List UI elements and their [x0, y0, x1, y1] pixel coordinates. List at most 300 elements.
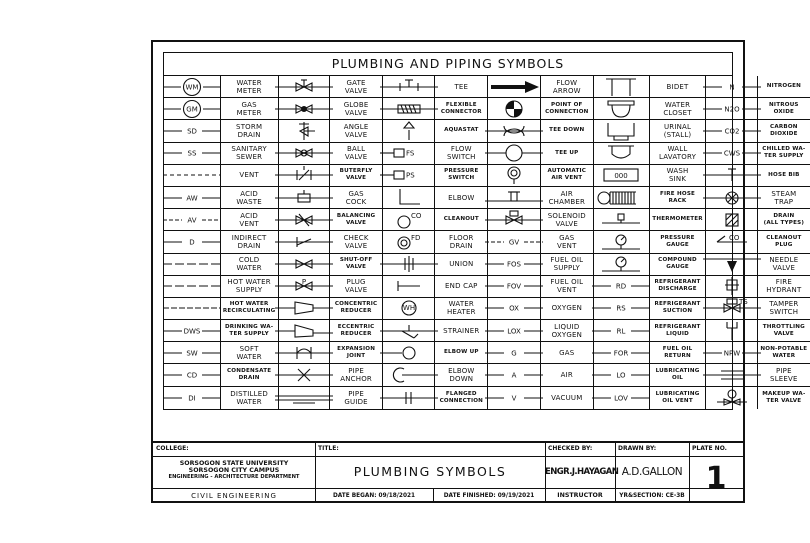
symbol-label: FIRE HOSE RACK — [660, 190, 696, 204]
symbol-row — [594, 387, 705, 409]
line-text-icon — [488, 298, 540, 319]
symbol-label: VENT — [239, 171, 259, 180]
symbol-label: BIDET — [666, 82, 689, 91]
symbol-row — [706, 342, 809, 364]
symbol-row — [488, 76, 592, 98]
balancing-valve-icon — [279, 209, 331, 230]
long-dash-icon — [164, 254, 221, 275]
symbol-row — [488, 209, 592, 231]
symbol-row — [706, 120, 809, 142]
line-text-icon — [488, 387, 540, 409]
lavatory-icon — [594, 143, 650, 164]
flow-arrow-icon — [488, 76, 540, 97]
line-text-icon — [164, 364, 221, 385]
angle-valve-icon — [279, 120, 331, 141]
tee-up-icon — [488, 143, 540, 164]
end-cap-icon — [383, 276, 435, 297]
symbol-row — [706, 364, 809, 386]
department-name: CIVIL ENGINEERING — [191, 492, 277, 500]
strainer-icon — [383, 320, 435, 341]
symbol-label: SANITARY SEWER — [231, 145, 267, 162]
symbol-label: ELBOW — [448, 193, 475, 202]
globe-valve-icon — [279, 98, 331, 119]
title-label: TITLE: — [318, 445, 339, 452]
symbol-row — [164, 143, 278, 165]
symbol-label: TEE UP — [555, 149, 579, 156]
symbol-label: OXYGEN — [551, 304, 583, 313]
symbol-row — [383, 165, 487, 187]
symbol-row — [488, 254, 592, 276]
svg-text:000: 000 — [614, 172, 628, 181]
svg-text:WH: WH — [402, 304, 415, 313]
symbol-row — [594, 165, 705, 187]
symbol-row — [594, 143, 705, 165]
symbol-row — [706, 209, 809, 231]
symbol-row — [279, 342, 382, 364]
svg-text:G: G — [511, 349, 517, 358]
checked-by-value: ENGR.J.HAYAGAN — [545, 467, 619, 477]
short-dash-icon — [164, 298, 221, 319]
symbol-row — [164, 231, 278, 253]
instructor-label: INSTRUCTOR — [557, 492, 603, 499]
symbol-row — [164, 98, 278, 120]
symbol-label: DISTILLED WATER — [230, 389, 268, 406]
symbol-row — [594, 209, 705, 231]
symbol-label: HOT WATER RECIRCULATING — [222, 301, 276, 315]
symbol-row — [383, 209, 487, 231]
symbol-row — [383, 143, 487, 165]
symbol-row — [488, 120, 592, 142]
water-closet-icon — [594, 98, 650, 119]
plate-label: PLATE NO. — [692, 445, 727, 452]
symbol-label: CLEANOUT PLUG — [766, 234, 802, 248]
svg-text:FOV: FOV — [506, 282, 522, 291]
symbol-row — [594, 342, 705, 364]
symbol-row — [279, 298, 382, 320]
symbol-label: LUBRICATING OIL VENT — [655, 390, 700, 404]
svg-text:TS: TS — [738, 298, 748, 307]
svg-text:LOV: LOV — [614, 394, 629, 403]
symbol-row — [279, 98, 382, 120]
symbol-label: CLEANOUT — [443, 216, 479, 223]
symbol-label: BALANCING VALVE — [336, 212, 376, 226]
symbol-row — [164, 209, 278, 231]
symbol-row — [164, 187, 278, 209]
symbol-row — [706, 231, 809, 253]
wash-sink-icon — [594, 165, 650, 186]
symbol-label: CONDENSATE DRAIN — [227, 368, 272, 382]
drawn-label: DRAWN BY: — [618, 445, 657, 452]
air-chamber-icon — [488, 187, 540, 208]
svg-text:LO: LO — [616, 371, 626, 380]
symbol-label: GLOBE VALVE — [343, 100, 369, 117]
svg-text:FS: FS — [405, 149, 414, 158]
symbol-row — [383, 231, 487, 253]
line-text-icon — [706, 98, 758, 119]
symbol-row — [706, 76, 809, 98]
svg-text:RS: RS — [616, 304, 626, 313]
symbol-row — [383, 76, 487, 98]
symbol-row — [488, 387, 592, 409]
symbol-row — [706, 320, 809, 342]
symbol-label: POINT OF CONNECTION — [545, 101, 589, 115]
flow-switch-icon — [383, 143, 435, 164]
svg-text:N2O: N2O — [724, 105, 740, 114]
symbol-label: STEAM TRAP — [771, 189, 797, 206]
symbol-row — [594, 187, 705, 209]
symbol-row — [706, 254, 809, 276]
elbow-icon — [383, 187, 435, 208]
symbol-row — [164, 320, 278, 342]
symbol-label: TAMPER SWITCH — [769, 300, 799, 317]
symbol-row — [594, 231, 705, 253]
symbol-label: FUEL OIL VENT — [550, 278, 584, 295]
title-block — [153, 441, 743, 503]
symbol-label: VACUUM — [551, 393, 583, 402]
symbol-row — [488, 187, 592, 209]
date-finished: DATE FINISHED: 09/19/2021 — [443, 493, 535, 499]
symbol-label: NEEDLE VALVE — [769, 256, 799, 273]
symbol-row — [488, 231, 592, 253]
symbol-row — [383, 298, 487, 320]
svg-text:RD: RD — [616, 282, 627, 291]
union-icon — [383, 254, 435, 275]
symbol-label: FUEL OIL SUPPLY — [550, 256, 584, 273]
line-text-icon — [594, 387, 650, 409]
svg-text:N: N — [729, 83, 735, 92]
pipe-anchor-icon — [279, 364, 331, 385]
symbol-column — [594, 76, 706, 409]
symbol-label: GAS — [559, 348, 575, 357]
long-dash-icon — [164, 276, 221, 297]
symbol-label: FIRE HYDRANT — [766, 278, 802, 295]
floor-drain-icon — [383, 231, 435, 252]
tee-icon — [383, 76, 435, 97]
symbol-label: SOFT WATER — [236, 344, 262, 361]
line-text-icon — [706, 143, 758, 164]
symbol-label: SHUT-OFF VALVE — [339, 257, 373, 271]
circle-text-icon — [164, 76, 221, 97]
thermometer-icon — [594, 209, 650, 230]
svg-text:PS: PS — [405, 171, 415, 180]
college-label: COLLEGE: — [156, 445, 189, 452]
line-text-icon — [594, 364, 650, 385]
symbol-label: LIQUID OXYGEN — [551, 322, 583, 339]
dashline-text-icon — [164, 209, 221, 230]
symbol-label: ELBOW UP — [443, 349, 479, 356]
university-line1: SORSOGON STATE UNIVERSITY — [179, 460, 289, 467]
symbol-label: EXPANSION JOINT — [337, 345, 376, 359]
symbol-label: FLOOR DRAIN — [449, 233, 474, 250]
svg-text:P: P — [301, 278, 306, 287]
symbol-row — [279, 276, 382, 298]
plug-valve-icon — [279, 276, 331, 297]
symbol-label: PRESSURE SWITCH — [444, 168, 479, 182]
symbol-row — [594, 120, 705, 142]
symbol-label: THROTTLING VALVE — [762, 323, 805, 337]
svg-text:GV: GV — [508, 238, 520, 247]
symbol-label: PLUG VALVE — [344, 278, 368, 295]
symbol-row — [706, 187, 809, 209]
symbol-label: COLD WATER — [236, 256, 262, 273]
symbol-label: STRAINER — [443, 326, 480, 335]
symbol-label: GAS COCK — [345, 189, 367, 206]
line-text-icon — [164, 120, 221, 141]
symbol-row — [164, 342, 278, 364]
symbol-row — [594, 320, 705, 342]
symbol-row — [279, 231, 382, 253]
line-text-icon — [706, 120, 758, 141]
svg-text:DI: DI — [188, 394, 196, 403]
svg-text:FOS: FOS — [507, 260, 522, 269]
point-connection-icon — [488, 98, 540, 119]
symbol-label: WATER METER — [236, 78, 262, 95]
symbol-label: ANGLE VALVE — [343, 122, 369, 139]
symbol-row — [706, 298, 809, 320]
symbol-label: MAKEUP WA- TER VALVE — [762, 390, 806, 404]
sheet-title: PLUMBING AND PIPING SYMBOLS — [163, 52, 733, 76]
eccentric-reducer-icon — [279, 320, 331, 341]
symbol-label: REFRIGERANT DISCHARGE — [654, 279, 701, 293]
flow-switch-icon — [383, 165, 435, 186]
check-valve-icon — [279, 231, 331, 252]
aquastat-icon — [383, 120, 435, 141]
symbol-label: BUTERFLY VALVE — [339, 168, 373, 182]
line-text-icon — [164, 387, 221, 409]
plumbing-symbols-title: PLUMBING SYMBOLS — [353, 464, 507, 479]
symbol-row — [383, 98, 487, 120]
symbol-row — [488, 364, 592, 386]
needle-valve-icon — [706, 254, 758, 275]
symbol-row — [383, 187, 487, 209]
plate-number: 1 — [705, 461, 727, 496]
symbol-row — [594, 98, 705, 120]
symbol-row — [164, 298, 278, 320]
symbol-row — [164, 364, 278, 386]
solenoid-icon — [488, 209, 540, 230]
svg-text:LOX: LOX — [507, 327, 521, 336]
symbol-row — [594, 364, 705, 386]
svg-text:SS: SS — [187, 149, 197, 158]
symbol-label: FLANGED CONNECTION — [439, 390, 484, 404]
symbol-row — [279, 364, 382, 386]
symbol-row — [383, 364, 487, 386]
expansion-joint-icon — [279, 342, 331, 363]
symbol-label: URINAL (STALL) — [663, 122, 692, 139]
svg-text:D: D — [189, 238, 195, 247]
symbol-row — [279, 209, 382, 231]
symbol-row — [383, 254, 487, 276]
bidet-icon — [594, 76, 650, 97]
symbol-row — [164, 165, 278, 187]
university-line2: SORSOGON CITY CAMPUS — [188, 467, 280, 474]
hose-bib-icon — [706, 165, 758, 186]
symbol-label: CARBON DIOXIDE — [770, 123, 798, 137]
symbol-label: CONCENTRIC REDUCER — [334, 301, 378, 315]
svg-text:GM: GM — [186, 105, 198, 114]
steam-trap-icon — [706, 187, 758, 208]
symbol-label: BALL VALVE — [344, 145, 368, 162]
svg-text:DWS: DWS — [183, 327, 201, 336]
pipe-sleeve-icon — [706, 364, 758, 385]
symbol-label: PRESSURE GAUGE — [660, 234, 695, 248]
drawn-by-value: A.D.GALLON — [621, 466, 683, 478]
svg-text:AW: AW — [186, 194, 198, 203]
svg-text:V: V — [511, 394, 517, 403]
flex-connector-icon — [383, 98, 435, 119]
symbol-label: REFRIGERANT SUCTION — [654, 301, 701, 315]
svg-text:CO2: CO2 — [724, 127, 740, 136]
symbol-row — [279, 187, 382, 209]
checked-label: CHECKED BY: — [548, 445, 593, 452]
symbol-label: FLOW SWITCH — [446, 145, 476, 162]
symbol-label: FLEXIBLE CONNECTOR — [440, 101, 482, 115]
symbol-label: DRINKING WA- TER SUPPLY — [224, 323, 274, 337]
svg-text:FD: FD — [410, 233, 421, 242]
svg-text:CO: CO — [410, 211, 421, 220]
line-text-icon — [488, 254, 540, 275]
svg-text:CD: CD — [186, 371, 198, 380]
symbol-label: AUTOMATIC AIR VENT — [547, 168, 587, 182]
symbol-row — [594, 276, 705, 298]
symbol-label: COMPOUND GAUGE — [658, 257, 697, 271]
line-text-icon — [594, 276, 650, 297]
symbol-label: WATER HEATER — [446, 300, 476, 317]
symbol-label: HOSE BIB — [768, 171, 800, 178]
symbol-label: PIPE SLEEVE — [770, 367, 798, 384]
symbol-label: THERMOMETER — [652, 216, 703, 223]
butterfly-valve-icon — [279, 165, 331, 186]
symbol-column — [706, 76, 809, 409]
concentric-reducer-icon — [279, 298, 331, 319]
ball-valve-icon — [279, 143, 331, 164]
symbol-row — [279, 320, 382, 342]
symbol-column — [164, 76, 279, 409]
symbol-label: NITROGEN — [766, 83, 802, 90]
svg-text:CO: CO — [728, 233, 740, 242]
gas-cock-icon — [279, 187, 331, 208]
shutoff-valve-icon — [279, 254, 331, 275]
symbol-row — [279, 143, 382, 165]
symbol-label: CHECK VALVE — [343, 233, 369, 250]
university-line3: ENGINEERING - ARCHITECTURE DEPARTMENT — [168, 474, 300, 480]
gauge-icon — [594, 231, 650, 252]
tee-down-icon — [488, 120, 540, 141]
svg-text:WM: WM — [185, 83, 199, 92]
flanged-icon — [383, 387, 435, 409]
symbol-label: AIR — [560, 371, 573, 380]
symbol-column — [383, 76, 488, 409]
symbol-row — [383, 342, 487, 364]
elbow-down-icon — [383, 364, 435, 385]
symbol-label: ECCENTRIC REDUCER — [337, 323, 375, 337]
symbol-row — [164, 387, 278, 409]
symbol-row — [383, 120, 487, 142]
symbol-label: PIPE GUIDE — [344, 389, 368, 406]
symbol-label: AIR CHAMBER — [548, 189, 586, 206]
svg-text:A: A — [511, 371, 517, 380]
line-text-icon — [594, 298, 650, 319]
symbol-row — [279, 76, 382, 98]
svg-text:FOR: FOR — [614, 349, 629, 358]
symbol-row — [488, 320, 592, 342]
year-section: YR&SECTION: CE-3B — [619, 493, 685, 499]
symbol-label: ACID WASTE — [236, 189, 262, 206]
svg-text:RL: RL — [616, 327, 626, 336]
symbol-row — [594, 76, 705, 98]
svg-text:NPW: NPW — [723, 349, 740, 358]
symbol-row — [488, 98, 592, 120]
elbow-up-icon — [383, 342, 435, 363]
line-text-icon — [594, 320, 650, 341]
svg-text:AV: AV — [187, 216, 197, 225]
symbol-label: UNION — [449, 260, 474, 269]
symbol-row — [488, 165, 592, 187]
dashline-text-icon — [488, 231, 540, 252]
tamper-icon — [706, 298, 758, 319]
line-text-icon — [706, 76, 758, 97]
water-heater-icon — [383, 298, 435, 319]
symbol-row — [279, 120, 382, 142]
symbol-row — [164, 76, 278, 98]
symbol-row — [706, 276, 809, 298]
date-began: DATE BEGAN: 09/18/2021 — [332, 493, 416, 499]
symbol-row — [383, 320, 487, 342]
symbol-label: FUEL OIL RETURN — [662, 345, 693, 359]
symbol-row — [383, 387, 487, 409]
hose-rack-icon — [594, 187, 650, 208]
symbol-label: TEE DOWN — [549, 127, 585, 134]
svg-text:OX: OX — [509, 304, 520, 313]
symbol-row — [488, 298, 592, 320]
line-text-icon — [164, 187, 221, 208]
symbol-row — [594, 254, 705, 276]
line-text-icon — [164, 342, 221, 363]
symbol-label: AQUASTAT — [444, 127, 479, 134]
symbol-label: HOT WATER SUPPLY — [227, 278, 271, 295]
symbol-label: STORM DRAIN — [236, 122, 263, 139]
dashed-line-icon — [164, 165, 221, 186]
cleanout-plug-icon — [706, 231, 758, 252]
symbol-row — [164, 276, 278, 298]
university-name — [153, 460, 315, 481]
svg-text:CWS: CWS — [723, 149, 740, 158]
symbol-label: GAS VENT — [557, 233, 577, 250]
symbol-label: GATE VALVE — [344, 78, 368, 95]
symbol-label: ACID VENT — [239, 211, 259, 228]
line-text-icon — [488, 342, 540, 363]
symbol-row — [383, 276, 487, 298]
symbol-label: REFRIGERANT LIQUID — [654, 323, 701, 337]
symbol-row — [488, 276, 592, 298]
gauge-icon — [594, 254, 650, 275]
symbol-label: NITROUS OXIDE — [769, 101, 799, 115]
symbol-label: GAS METER — [236, 100, 262, 117]
symbol-row — [164, 254, 278, 276]
hydrant-icon — [706, 276, 758, 297]
symbol-row — [488, 143, 592, 165]
line-text-icon — [488, 320, 540, 341]
symbol-row — [164, 120, 278, 142]
line-text-icon — [594, 342, 650, 363]
symbol-label: WASH SINK — [666, 167, 689, 184]
cleanout-icon — [383, 209, 435, 230]
symbol-label: WATER CLOSET — [663, 100, 692, 117]
line-text-icon — [488, 276, 540, 297]
symbol-label: SOLENOID VALVE — [547, 211, 586, 228]
symbol-label: WALL LAVATORY — [659, 145, 697, 162]
symbol-label: INDIRECT DRAIN — [231, 233, 267, 250]
